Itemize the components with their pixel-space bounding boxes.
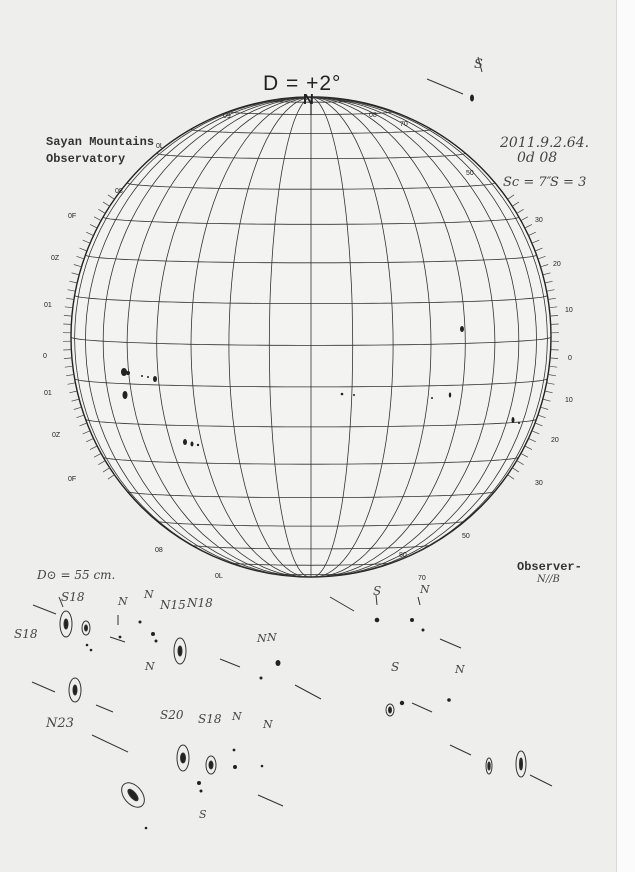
limb-tick xyxy=(517,461,524,465)
sketch-label: N18 xyxy=(187,596,213,610)
limb-tick xyxy=(74,265,82,267)
sketch-label: N xyxy=(263,718,273,731)
limb-tick xyxy=(98,209,105,213)
sketch-label: N xyxy=(144,588,154,601)
limb-tick xyxy=(532,240,539,243)
limb-label-right-2: 20 xyxy=(553,261,561,268)
declination-label: D = +2° xyxy=(263,72,342,95)
limb-label-left-6: 0Z xyxy=(52,432,61,439)
limb-tick xyxy=(77,256,85,259)
bottom-label-5: 50 xyxy=(462,533,470,540)
sketch-label: N xyxy=(232,710,242,723)
top-label-1: 08 xyxy=(115,188,123,195)
limb-tick xyxy=(64,358,72,359)
limb-tick xyxy=(86,232,93,235)
limb-tick xyxy=(532,431,539,434)
limb-label-left-7: 0F xyxy=(68,476,77,483)
top-label-6: 50 xyxy=(466,170,474,177)
limb-tick xyxy=(69,281,77,283)
observation-time: 0d 08 xyxy=(517,150,558,166)
limb-tick xyxy=(529,438,536,441)
limb-tick xyxy=(66,298,74,299)
limb-tick xyxy=(535,423,542,426)
bottom-label-1: 0L xyxy=(215,573,223,580)
limb-tick xyxy=(69,391,77,393)
limb-label-left-3: 01 xyxy=(44,302,52,309)
limb-tick xyxy=(74,407,82,409)
limb-tick xyxy=(548,298,556,299)
limb-label-right-4: 0 xyxy=(568,355,572,362)
limb-tick xyxy=(543,399,551,401)
observatory-line1: Sayan Mountains xyxy=(46,135,155,149)
limb-tick xyxy=(550,315,558,316)
limb-tick xyxy=(512,202,519,206)
sketch-label: S18 xyxy=(61,590,85,604)
seeing-s: S = 3 xyxy=(550,175,587,190)
limb-tick xyxy=(541,265,549,267)
limb-label-right-6: 20 xyxy=(551,437,559,444)
limb-tick xyxy=(64,315,72,316)
limb-tick xyxy=(80,248,87,251)
sketch-label: N23 xyxy=(46,716,74,731)
bottom-label-3: 80 xyxy=(399,552,407,559)
top-label-3: 09 xyxy=(223,113,231,120)
sketch-label: S xyxy=(391,660,400,674)
limb-tick xyxy=(545,391,553,393)
limb-tick xyxy=(512,468,519,472)
limb-label-left-2: 0Z xyxy=(51,255,60,262)
limb-label-right-7: 30 xyxy=(535,480,543,487)
limb-label-right-1: 30 xyxy=(535,217,543,224)
limb-tick xyxy=(98,461,105,465)
limb-tick xyxy=(108,195,115,200)
limb-tick xyxy=(538,415,546,418)
limb-tick xyxy=(550,358,558,359)
limb-tick xyxy=(108,475,115,480)
observatory-line2: Observatory xyxy=(46,152,126,166)
sketch-label: S xyxy=(199,808,207,821)
limb-tick xyxy=(525,224,532,228)
limb-tick xyxy=(80,423,87,426)
limb-tick xyxy=(83,240,90,243)
sketch-label: N15 xyxy=(160,598,186,612)
top-label-5: 70 xyxy=(400,121,408,128)
limb-tick xyxy=(66,375,74,376)
limb-label-left-5: 01 xyxy=(44,390,52,397)
disk-diameter: D⊙ = 55 cm. xyxy=(37,568,116,582)
limb-tick xyxy=(103,468,110,472)
north-pole-label: S xyxy=(474,57,483,72)
limb-tick xyxy=(65,307,73,308)
observer-name: N//B xyxy=(537,574,560,585)
limb-tick xyxy=(549,366,557,367)
sketch-label: N xyxy=(118,595,128,608)
limb-label-right-3: 10 xyxy=(565,307,573,314)
limb-tick xyxy=(68,383,76,385)
sketch-label: S20 xyxy=(160,708,184,722)
observer-label: Observer- xyxy=(517,560,582,574)
sketch-label: S xyxy=(373,584,382,598)
sketch-label: S18 xyxy=(14,627,38,641)
limb-tick xyxy=(517,209,524,213)
sketch-label: N xyxy=(145,660,155,673)
limb-tick xyxy=(65,366,73,367)
limb-tick xyxy=(525,446,532,450)
limb-tick xyxy=(86,438,93,441)
spot-sketches xyxy=(32,595,552,812)
limb-tick xyxy=(545,281,553,283)
limb-tick xyxy=(549,307,557,308)
sketch-label: N xyxy=(257,632,267,645)
limb-tick xyxy=(543,273,551,275)
limb-tick xyxy=(94,217,101,221)
sketch-label: N xyxy=(455,663,465,676)
limb-tick xyxy=(529,232,536,235)
limb-tick xyxy=(508,195,514,200)
seeing-sc: Sc = 7″ xyxy=(503,175,552,190)
limb-tick xyxy=(83,431,90,434)
limb-tick xyxy=(72,273,80,275)
limb-tick xyxy=(538,256,546,259)
limb-tick xyxy=(508,475,514,480)
bottom-label-4: 70 xyxy=(418,575,426,582)
limb-tick xyxy=(68,290,76,292)
limb-tick xyxy=(547,383,555,385)
bottom-label-2: 08 xyxy=(155,547,163,554)
limb-label-left-4: 0 xyxy=(43,353,47,360)
limb-tick xyxy=(535,248,542,251)
scan-edge xyxy=(616,0,635,872)
sketch-label: N xyxy=(267,631,277,644)
limb-label-right-5: 10 xyxy=(565,397,573,404)
limb-tick xyxy=(90,224,97,228)
limb-tick xyxy=(541,407,549,409)
sketch-label: N xyxy=(420,583,430,596)
limb-tick xyxy=(72,399,80,401)
limb-tick xyxy=(521,217,528,221)
sketch-label: S18 xyxy=(198,712,222,726)
limb-tick xyxy=(521,453,528,457)
observation-date: 2011.9.2.64. xyxy=(500,135,590,151)
limb-tick xyxy=(547,290,555,292)
limb-label-left-1: 0F xyxy=(68,213,77,220)
limb-tick xyxy=(90,446,97,450)
limb-tick xyxy=(103,202,110,206)
limb-tick xyxy=(77,415,85,418)
north-marker: N xyxy=(303,91,314,108)
top-label-4: 08 xyxy=(369,112,377,119)
limb-tick xyxy=(94,453,101,457)
top-label-2: 0L xyxy=(156,143,164,150)
limb-tick xyxy=(548,375,556,376)
